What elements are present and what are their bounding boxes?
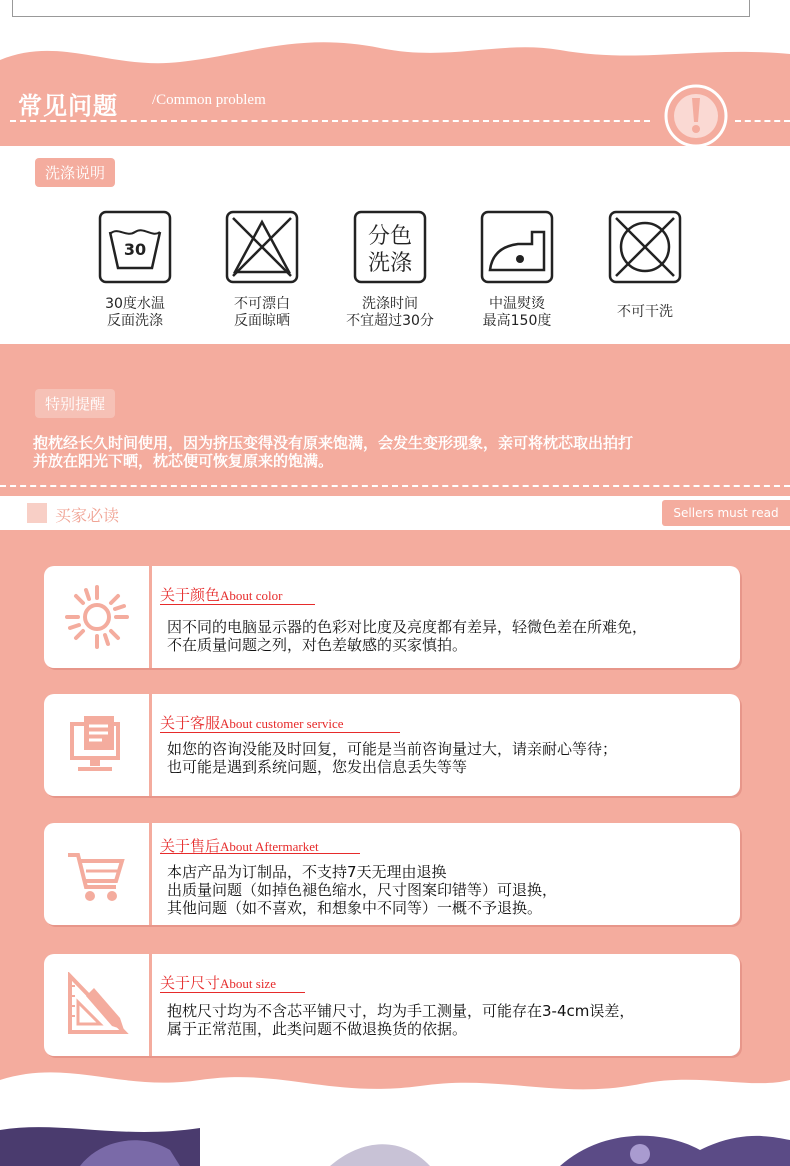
wash-label-5: 不可干洗	[617, 304, 673, 320]
card-title: 关于尺寸About size	[160, 974, 276, 992]
sun-icon	[64, 584, 130, 650]
no-dry-clean-icon	[608, 210, 682, 284]
header-dashed-line	[735, 120, 790, 122]
no-bleach-icon	[225, 210, 299, 284]
card-title-underline	[160, 992, 305, 993]
info-card-size	[44, 954, 740, 1056]
reminder-section	[0, 344, 790, 494]
previous-section-frame	[12, 0, 750, 17]
card-title-underline	[160, 604, 315, 605]
svg-text:洗涤: 洗涤	[367, 251, 413, 276]
wash-item	[457, 210, 577, 330]
iron-medium-icon	[480, 210, 554, 284]
sellers-must-read-tab: Sellers must read	[662, 500, 790, 526]
wash-item	[75, 210, 195, 330]
card-body: 本店产品为订制品，不支持7天无理由退换 出质量问题（如掉色褪色缩水，尺寸图案印错等）可退换， 其他问题（如不喜欢，和想象中不同等）一概不予退换。	[167, 863, 558, 917]
separate-colors-icon	[353, 210, 427, 284]
info-card-color	[44, 566, 740, 668]
computer-document-icon	[64, 712, 130, 778]
product-image-strip	[0, 1110, 790, 1166]
wash-label-4: 中温熨烫 最高150度	[482, 296, 552, 329]
info-card-service	[44, 694, 740, 796]
card-title: 关于售后About Aftermarket	[160, 837, 319, 855]
card-body: 如您的咨询没能及时回复，可能是当前咨询量过大，请亲耐心等待； 也可能是遇到系统问题，您发出信息丢失等等	[167, 740, 618, 776]
card-title: 关于客服About customer service	[160, 714, 344, 732]
reminder-dashed-line	[0, 485, 790, 487]
svg-text:分色: 分色	[367, 224, 413, 249]
wash-item	[585, 210, 705, 321]
card-body: 因不同的电脑显示器的色彩对比度及亮度都有差异，轻微色差在所难免， 不在质量问题之列，对色差敏感的买家慎拍。	[167, 618, 648, 654]
card-title-underline	[160, 853, 360, 854]
wash-30-icon	[98, 210, 172, 284]
header-dashed-line	[10, 120, 650, 122]
buyer-title: 买家必读	[55, 506, 120, 525]
card-title: 关于颜色About color	[160, 586, 283, 604]
card-title-underline	[160, 732, 400, 733]
info-card-aftermarket	[44, 823, 740, 925]
wash-item	[202, 210, 322, 330]
shopping-cart-icon	[64, 841, 130, 907]
wash-label-3: 洗涤时间 不宜超过30分	[346, 296, 434, 329]
faq-title: 常见问题	[18, 92, 118, 120]
reminder-tag: 特别提醒	[35, 389, 115, 418]
card-divider	[149, 566, 152, 668]
exclamation-icon	[662, 82, 730, 150]
wash-item	[330, 210, 450, 330]
card-divider	[149, 954, 152, 1056]
ruler-pencil-icon	[64, 972, 130, 1038]
buyer-square-icon	[27, 503, 47, 523]
wash-label-2: 不可漂白 反面晾晒	[234, 296, 290, 329]
reminder-text: 抱枕经长久时间使用，因为挤压变得没有原来饱满，会发生变形现象，亲可将枕芯取出拍打 并放在阳光下晒，枕芯便可恢复原来的饱满。	[33, 434, 634, 470]
wash-label-1: 30度水温 反面洗涤	[105, 296, 165, 329]
wash-tag: 洗涤说明	[35, 158, 115, 187]
faq-subtitle: /Common problem	[152, 92, 266, 108]
wash-30-text: 30	[123, 240, 147, 259]
card-body: 抱枕尺寸均为不含芯平铺尺寸，均为手工测量，可能存在3-4cm误差， 属于正常范围，此类问题不做退换货的依据。	[167, 1002, 635, 1038]
card-divider	[149, 823, 152, 925]
card-divider	[149, 694, 152, 796]
